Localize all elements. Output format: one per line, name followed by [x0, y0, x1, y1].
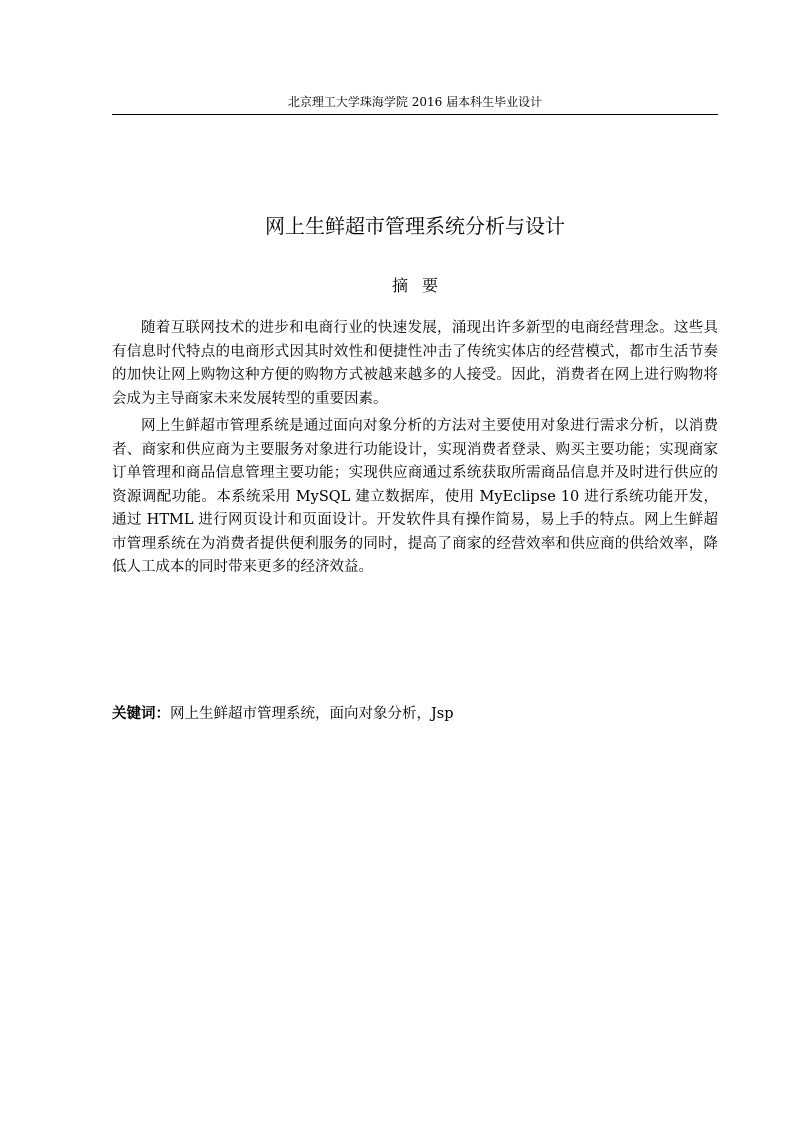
document-title: 网上生鲜超市管理系统分析与设计 — [265, 214, 565, 238]
keywords-value: 网上生鲜超市管理系统，面向对象分析，Jsp — [170, 706, 454, 722]
header-divider — [112, 114, 718, 115]
abstract-body — [112, 317, 718, 584]
keywords-label: 关键词： — [112, 706, 170, 722]
abstract-paragraph-1: 随着互联网技术的进步和电商行业的快速发展，涌现出许多新型的电商经营理念。这些具有信息时代特点的电商形式因其时效性和便捷性冲击了传统实体店的经营模式，都市生活节奏的加快让网上购物这种方便的购物方式被越来越多的人接受。因此，消费者在网上进行购物将会成为主导商家未来发展转型的重要因素。 — [112, 320, 718, 407]
abstract-heading: 摘要 — [391, 276, 452, 295]
page-header: 北京理工大学珠海学院 2016 届本科生毕业设计 — [287, 95, 543, 109]
keywords-line — [112, 702, 718, 726]
abstract-paragraph-2: 网上生鲜超市管理系统是通过面向对象分析的方法对主要使用对象进行需求分析，以消费者、商家和供应商为主要服务对象进行功能设计，实现消费者登录、购买主要功能；实现商家订单管理和商品信息管理主要功能；实现供应商通过系统获取所需商品信息并及时进行供应的资源调配功能。本系统采用 MySQL 建立数据库，使用 MyEclipse 10 进行系统功能开发，通过 HTML 进行网页设计和页面设计。开发软件具有操作简易，易上手的特点。网上生鲜超市管理系统在为消费者提供便利服务的同时，提高了商家的经营效率和供应商的供给效率，降低人工成本的同时带来更多的经济效益。 — [112, 418, 718, 575]
